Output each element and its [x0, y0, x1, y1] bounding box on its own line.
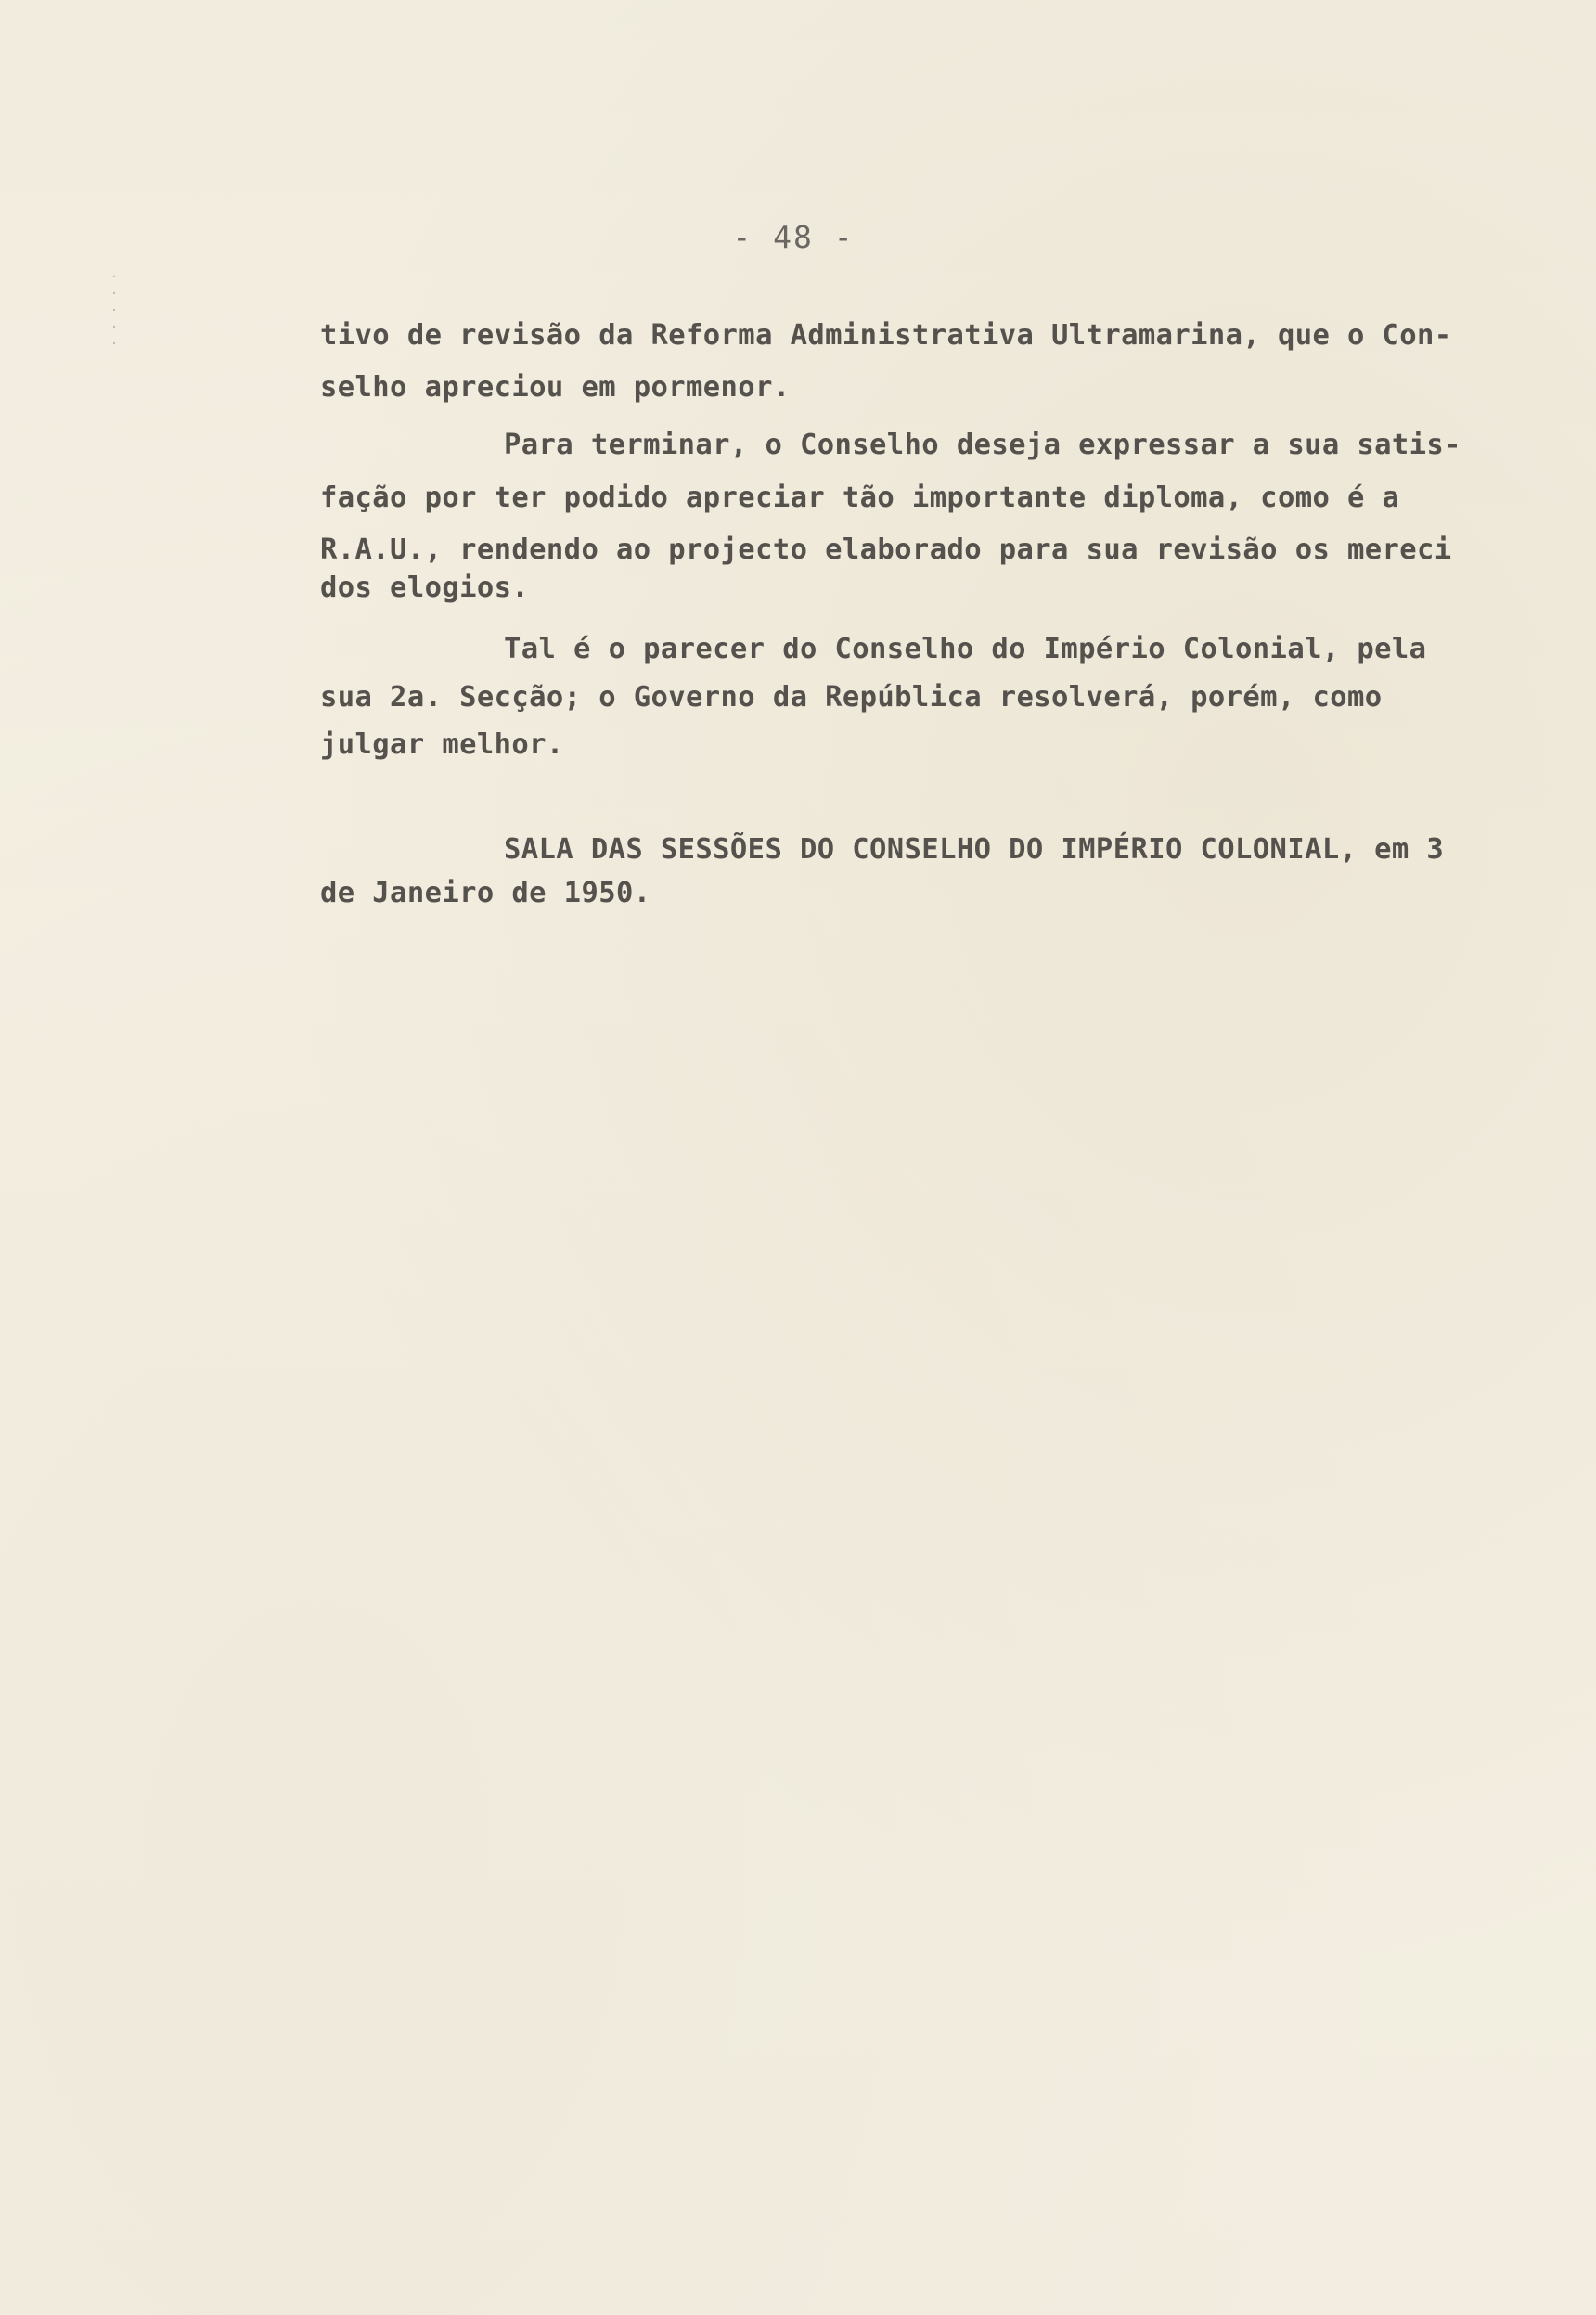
- text-line: R.A.U., rendendo ao projecto elaborado para sua revisão os mereci: [320, 534, 1452, 566]
- text-line: fação por ter podido apreciar tão importante diploma, como é a: [320, 482, 1400, 514]
- text-line: selho apreciou em pormenor.: [320, 371, 791, 404]
- text-line: Tal é o parecer do Conselho do Império Colonial, pela: [504, 633, 1427, 665]
- text-line: Para terminar, o Conselho deseja expressar a sua satis-: [504, 429, 1461, 461]
- page-number: - 48 -: [732, 219, 855, 255]
- text-line: dos elogios.: [320, 572, 530, 604]
- text-line: SALA DAS SESSÕES DO CONSELHO DO IMPÉRIO COLONIAL, em 3: [504, 833, 1445, 866]
- text-line: de Janeiro de 1950.: [320, 877, 651, 909]
- text-line: sua 2a. Secção; o Governo da República resolverá, porém, como: [320, 681, 1383, 714]
- margin-mark: · · · · ·: [109, 270, 119, 352]
- text-line: tivo de revisão da Reforma Administrativa Ultramarina, que o Con-: [320, 319, 1452, 352]
- text-line: julgar melhor.: [320, 728, 564, 761]
